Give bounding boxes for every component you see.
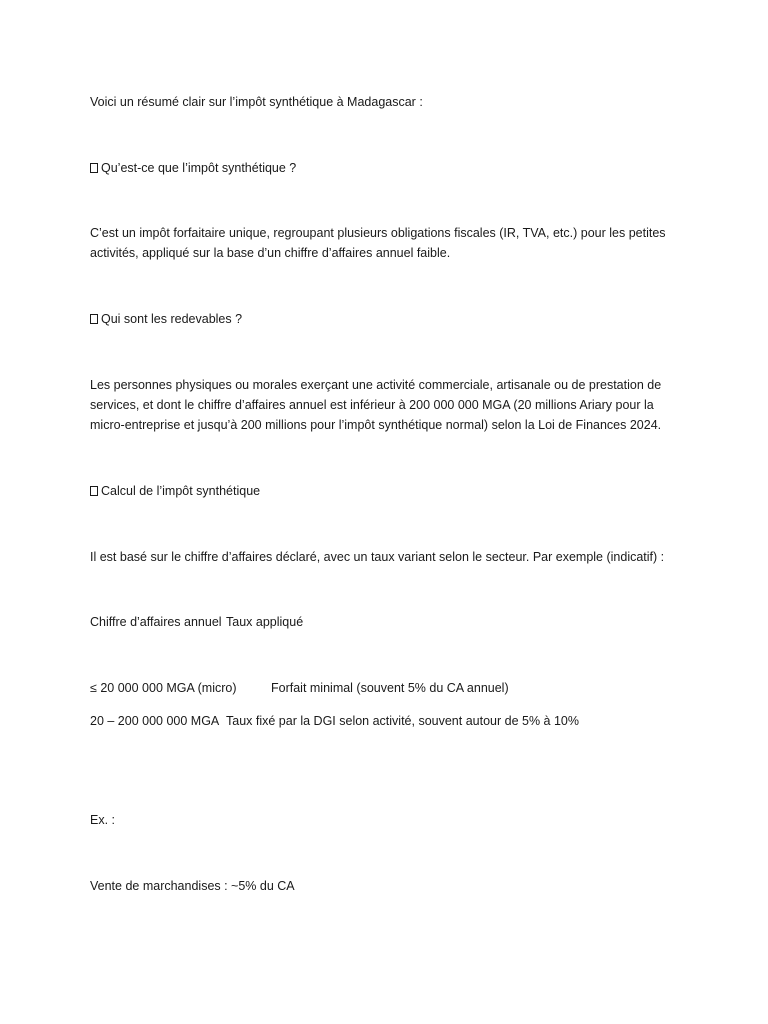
example-line: Vente de marchandises : ~5% du CA bbox=[90, 879, 295, 893]
table-cell-revenue: 20 – 200 000 000 MGA bbox=[90, 714, 220, 728]
missing-glyph-icon bbox=[90, 314, 98, 324]
section-heading-text: Calcul de l’impôt synthétique bbox=[101, 484, 261, 498]
example-label: Ex. : bbox=[90, 813, 116, 827]
definition-text-line: activités, appliqué sur la base d’un chiffre d’affaires annuel faible. bbox=[90, 246, 451, 260]
section-heading-taxpayers bbox=[90, 309, 242, 329]
missing-glyph-icon bbox=[90, 486, 98, 496]
section-heading-calculation bbox=[90, 481, 260, 501]
calculation-text-line: Il est basé sur le chiffre d’affaires déclaré, avec un taux variant selon le secteur. Par exemple (indicatif) : bbox=[90, 550, 665, 564]
section-heading-text: Qu’est-ce que l’impôt synthétique ? bbox=[101, 161, 297, 175]
section-heading-definition bbox=[90, 158, 296, 178]
taxpayers-text-line: services, et dont le chiffre d’affaires annuel est inférieur à 200 000 000 MGA (20 millions Ariary pour la bbox=[90, 398, 654, 412]
definition-text-line: C’est un impôt forfaitaire unique, regroupant plusieurs obligations fiscales (IR, TVA, etc.) pour les petites bbox=[90, 226, 666, 240]
table-cell-rate: Forfait minimal (souvent 5% du CA annuel) bbox=[271, 681, 509, 695]
section-heading-text: Qui sont les redevables ? bbox=[101, 312, 243, 326]
missing-glyph-icon bbox=[90, 163, 98, 173]
taxpayers-text-line: Les personnes physiques ou morales exerçant une activité commerciale, artisanale ou de prestation de bbox=[90, 378, 662, 392]
table-cell-revenue: ≤ 20 000 000 MGA (micro) bbox=[90, 681, 237, 695]
table-header-revenue: Chiffre d’affaires annuel bbox=[90, 615, 222, 629]
intro-text: Voici un résumé clair sur l’impôt synthétique à Madagascar : bbox=[90, 95, 423, 109]
taxpayers-text-line: micro-entreprise et jusqu’à 200 millions pour l’impôt synthétique normal) selon la Loi de Finances 2024. bbox=[90, 418, 662, 432]
table-header-rate: Taux appliqué bbox=[226, 615, 304, 629]
table-cell-rate: Taux fixé par la DGI selon activité, souvent autour de 5% à 10% bbox=[226, 714, 579, 728]
